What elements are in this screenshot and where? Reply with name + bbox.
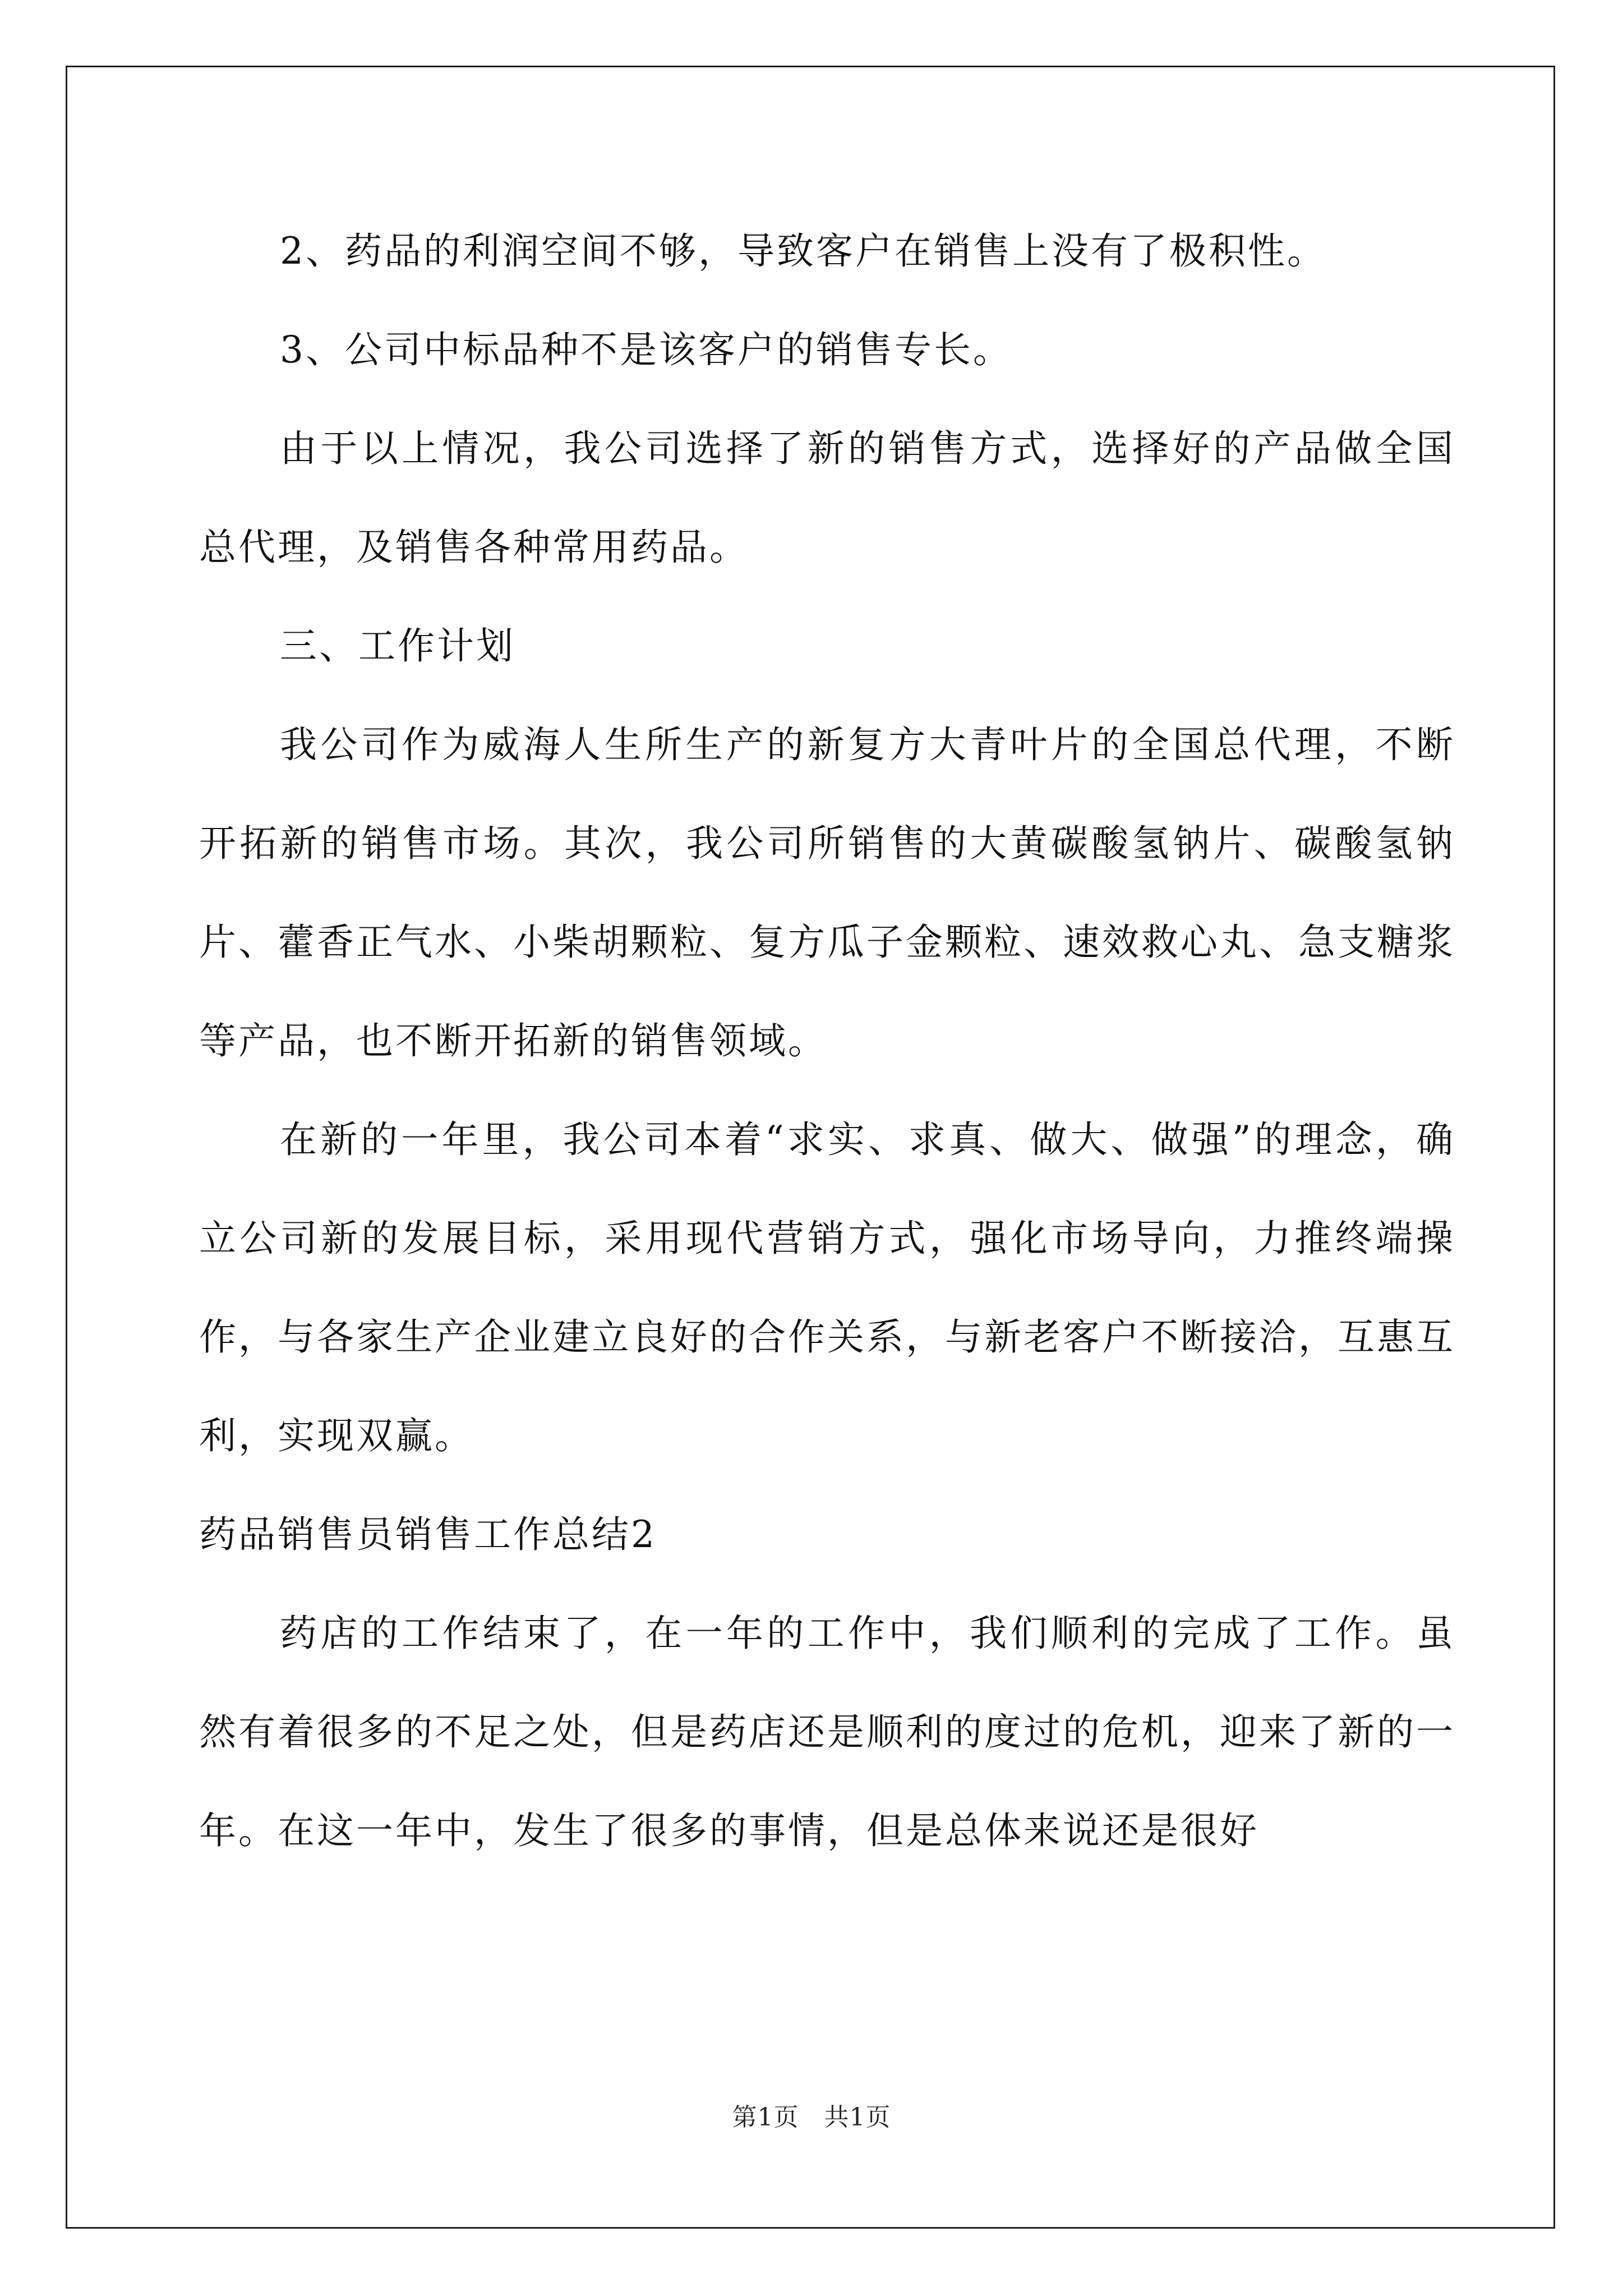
- paragraph-bid-varieties: 3、公司中标品种不是该客户的销售专长。: [280, 328, 1012, 371]
- article-title-summary-2: 药品销售员销售工作总结2: [199, 1513, 657, 1556]
- paragraph-new-sales-method: 由于以上情况，我公司选择了新的销售方式，选择好的产品做全国总代理，及销售各种常用药品。: [199, 427, 1455, 569]
- page-number: 第1页: [732, 2103, 799, 2132]
- document-body: [199, 202, 1455, 1880]
- paragraph-national-agent: 我公司作为威海人生所生产的新复方大青叶片的全国总代理，不断开拓新的销售市场。其次，我公司所销售的大黄碳酸氢钠片、碳酸氢钠片、藿香正气水、小柴胡颗粒、复方瓜子金颗粒、速效救心丸、急支糖浆等产品，也不断开拓新的销售领域。: [199, 723, 1455, 1062]
- paragraph-pharmacy-year-end: 药店的工作结束了，在一年的工作中，我们顺利的完成了工作。虽然有着很多的不足之处，但是药店还是顺利的度过的危机，迎来了新的一年。在这一年中，发生了很多的事情，但是总体来说还是很好: [199, 1612, 1455, 1852]
- page-total: 共1页: [824, 2103, 891, 2132]
- section-heading-work-plan: 三、工作计划: [280, 624, 515, 668]
- page-footer: [0, 2097, 1623, 2133]
- paragraph-profit-margin: 2、药品的利润空间不够，导致客户在销售上没有了极积性。: [280, 229, 1326, 273]
- paragraph-new-year-goals: 在新的一年里，我公司本着“求实、求真、做大、做强”的理念，确立公司新的发展目标，采用现代营销方式，强化市场导向，力推终端操作，与各家生产企业建立良好的合作关系，与新老客户不断接洽，互惠互利，实现双赢。: [199, 1118, 1455, 1457]
